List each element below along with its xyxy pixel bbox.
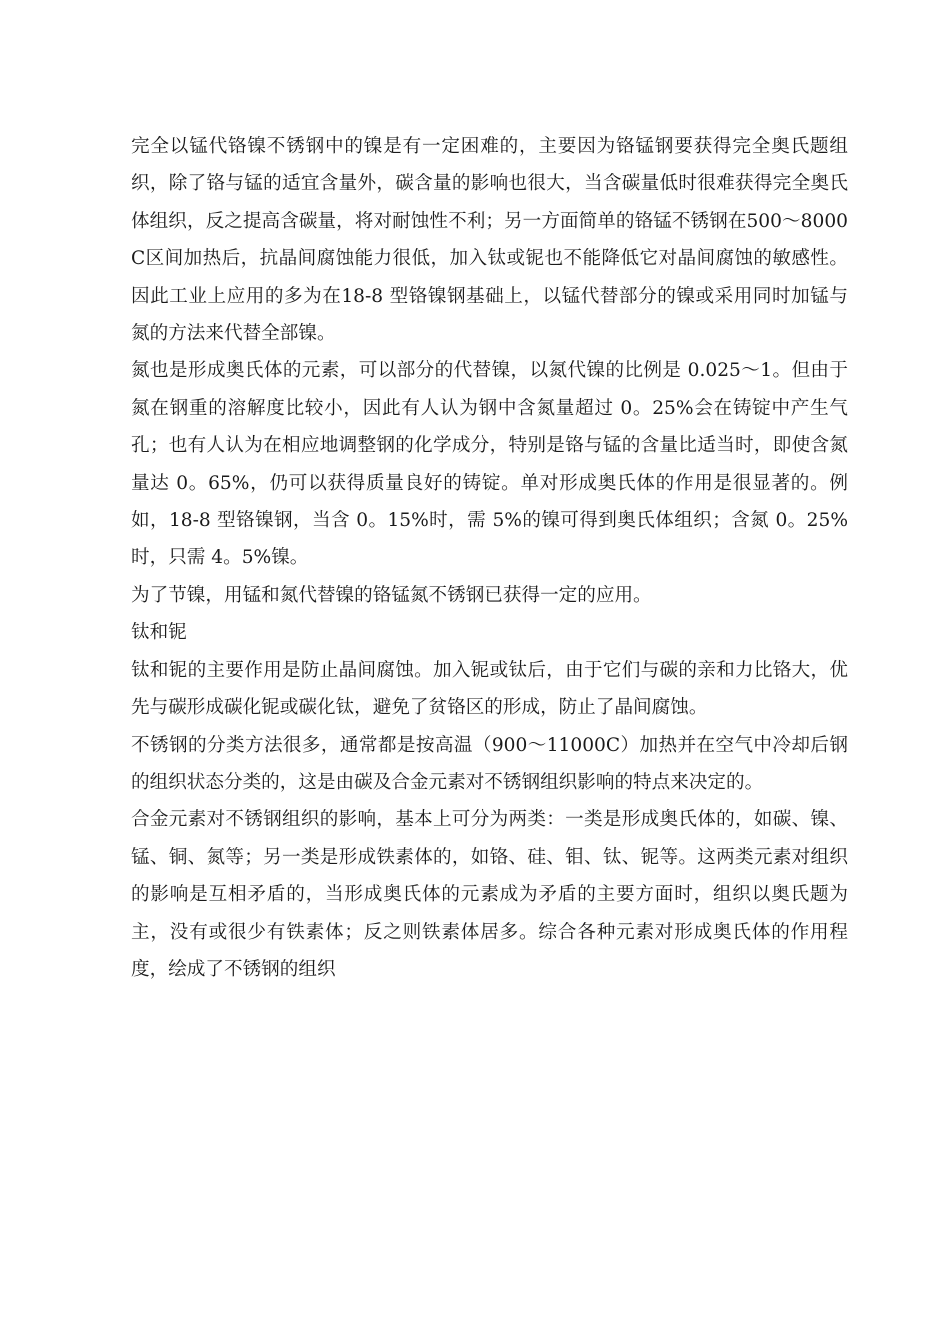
paragraph-classification: 不锈钢的分类方法很多，通常都是按高温（900～11000C）加热并在空气中冷却后钢的组织状态分类的，这是由碳及合金元素对不锈钢组织影响的特点来决定的。 (131, 734, 848, 793)
paragraph-chromium-manganese-steel: 完全以锰代铬镍不锈钢中的镍是有一定困难的，主要因为铬锰钢要获得完全奥氏题组织，除了铬与锰的适宜含量外，碳含量的影响也很大，当含碳量低时很难获得完全奥氏体组织，反之提高含碳量，将对耐蚀性不利；另一方面简单的铬锰不锈钢在500～8000C区间加热后，抗晶间腐蚀能力很低，加入钛或铌也不能降低它对晶间腐蚀的敏感性。因此工业上应用的多为在18-8 型铬镍钢基础上，以锰代替部分的镍或采用同时加锰与氮的方法来代替全部镍。 (131, 136, 848, 345)
paragraph-nickel-saving: 为了节镍，用锰和氮代替镍的铬锰氮不锈钢已获得一定的应用。 (131, 584, 652, 606)
section-heading-titanium-niobium: 钛和铌 (131, 622, 187, 644)
paragraph-titanium-niobium: 钛和铌的主要作用是防止晶间腐蚀。加入铌或钛后，由于它们与碳的亲和力比铬大，优先与碳形成碳化铌或碳化钛，避免了贫铬区的形成，防止了晶间腐蚀。 (131, 659, 848, 719)
paragraph-alloy-elements: 合金元素对不锈钢组织的影响，基本上可分为两类：一类是形成奥氏体的，如碳、镍、锰、铜、氮等；另一类是形成铁素体的，如铬、硅、钼、钛、铌等。这两类元素对组织的影响是互相矛盾的，当形成奥氏体的元素成为矛盾的主要方面时，组织以奥氏题为主，没有或很少有铁素体；反之则铁素体居多。综合各种元素对形成奥氏体的作用程度，绘成了不锈钢的组织 (131, 809, 848, 980)
paragraph-nitrogen: 氮也是形成奥氏体的元素，可以部分的代替镍，以氮代镍的比例是 0.025～1。但由于氮在钢重的溶解度比较小，因此有人认为钢中含氮量超过 0。25%会在铸锭中产生气孔；也有人认为在相应地调整钢的化学成分，特别是铬与锰的含量比适当时，即使含氮量达 0。65%，仍可以获得质量良好的铸锭。单对形成奥氏体的作用是很显著的。例如，18-8 型铬镍钢，当含 0。15%时，需 5%的镍可得到奥氏体组织；含氮 0。25%时，只需 4。5%镍。 (131, 360, 848, 569)
document-body (131, 128, 848, 988)
